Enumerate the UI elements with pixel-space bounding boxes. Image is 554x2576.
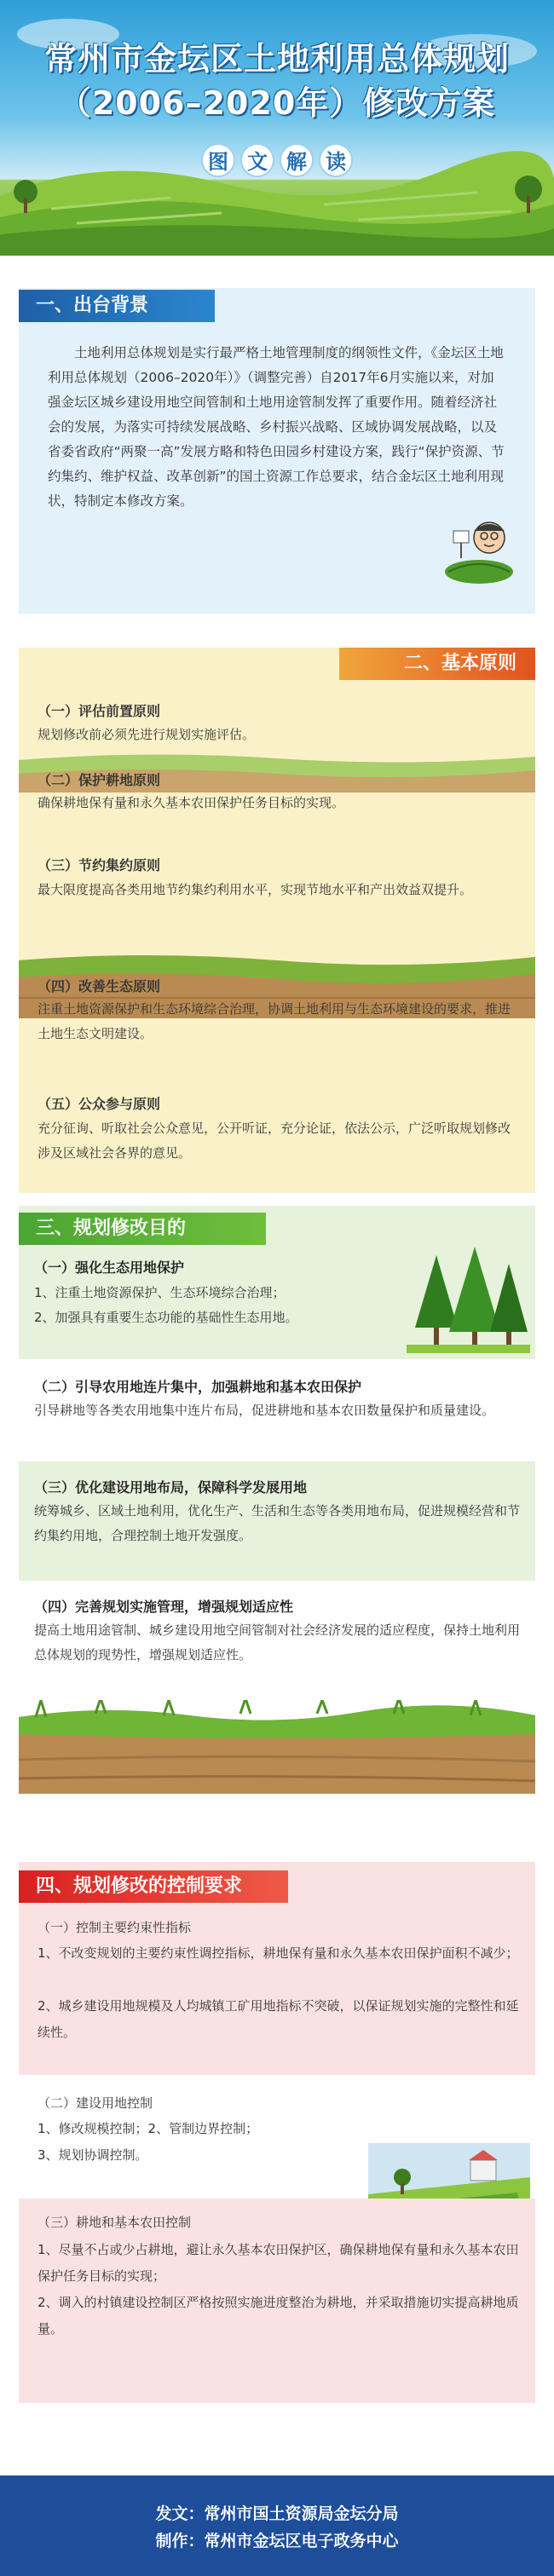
principle-title: （五）公众参与原则 — [38, 1096, 161, 1112]
purpose-line: 1、注重土地资源保护、生态环境综合治理； — [34, 1285, 286, 1300]
farmer-icon — [436, 505, 522, 591]
graphic-interpretation-badge — [192, 143, 362, 181]
section-heading-background: 一、出台背景 — [19, 290, 215, 322]
control-line: 2、城乡建设用地规模及人均城镇工矿用地指标不突破，以保证规划实施的完整性和延续性。 — [38, 1998, 519, 2040]
footer — [0, 2475, 554, 2576]
principle-title: （四）改善生态原则 — [38, 978, 161, 994]
purpose-title: （一）强化生态用地保护 — [34, 1259, 185, 1276]
purpose-title: （二）引导农用地连片集中，加强耕地和基本农田保护 — [34, 1379, 362, 1395]
control-line: 3、规划协调控制。 — [38, 2147, 148, 2163]
page-title-line2: （2006–2020年）修改方案 — [58, 84, 496, 122]
section-background — [19, 288, 535, 614]
purpose-title: （四）完善规划实施管理，增强规划适应性 — [34, 1599, 294, 1615]
section-heading-principles: 二、基本原则 — [339, 648, 535, 680]
badge-char: 解 — [280, 143, 314, 177]
principle-title: （一）评估前置原则 — [38, 703, 161, 719]
control-line: 1、修改规模控制；2、管制边界控制； — [38, 2121, 259, 2136]
section-principles — [19, 648, 535, 1193]
page-title-line1: 常州市金坛区土地利用总体规划 — [43, 40, 510, 78]
principle-title: （二）保护耕地原则 — [38, 772, 161, 788]
badge-char: 文 — [240, 143, 274, 177]
section-heading-purpose: 三、规划修改目的 — [19, 1213, 266, 1245]
section-purpose — [19, 1206, 535, 1836]
principle-text: 充分征询、听取社会公众意见，公开听证，充分论证，依法公示，广泛听取规划修改涉及区域社会各界的意见。 — [38, 1121, 511, 1161]
purpose-text: 提高土地用途管制、城乡建设用地空间管制对社会经济发展的适应程度，保持土地利用总体规划的现势性，增强规划适应性。 — [34, 1622, 521, 1663]
principle-text: 规划修改前必须先进行规划实施评估。 — [38, 727, 256, 742]
purpose-text: 引导耕地等各类农用地集中连片布局，促进耕地和基本农田数量保护和质量建设。 — [34, 1403, 495, 1418]
control-line: 1、不改变规划的主要约束性调控指标，耕地保有量和永久基本农田保护面积不减少； — [38, 1945, 519, 1961]
background-paragraph: 土地利用总体规划是实行最严格土地管理制度的纲领性文件，《金坛区土地利用总体规划（2006–2020年）》（调整完善）自2017年6月实施以来，对加强金坛区城乡建设用地空间管制和土地用途管制发挥了重要作用。随着经济社会的发展，为落实可持续发展战略、乡村振兴战略、区域协调发展战略，以及省委省政府“两聚一高”发展方略和特色田园乡村建设方案，践行“保护资源、节约集约、维护权益、改革创新”的国土资源工作总要求，结合金坛区土地利用现状，特制定本修改方案。 — [48, 345, 505, 509]
section-control-requirements — [19, 1862, 535, 2458]
principle-text: 确保耕地保有量和永久基本农田保护任务目标的实现。 — [38, 795, 345, 810]
purpose-text: 统筹城乡、区域土地利用，优化生产、生活和生态等各类用地布局，促进规模经营和节约集约用地，合理控制土地开发强度。 — [34, 1503, 521, 1543]
issuer-line: 发文：常州市国土资源局金坛分局 — [155, 2504, 399, 2523]
principle-text: 注重土地资源保护和生态环境综合治理，协调土地利用与生态环境建设的要求，推进土地生态文明建设。 — [38, 1001, 511, 1041]
producer-line: 制作：常州市金坛区电子政务中心 — [155, 2532, 399, 2550]
badge-char: 图 — [201, 143, 235, 177]
control-line: 2、调入的村镇建设控制区严格按照实施进度整治为耕地，并采取措施切实提高耕地质量。 — [38, 2295, 519, 2337]
purpose-title: （三）优化建设用地布局，保障科学发展用地 — [34, 1479, 308, 1495]
principle-title: （三）节约集约原则 — [38, 857, 161, 873]
header-banner — [0, 0, 554, 256]
grass-soil-illustration — [19, 1700, 535, 1794]
section-heading-control: 四、规划修改的控制要求 — [19, 1870, 288, 1903]
badge-char: 读 — [319, 143, 353, 177]
control-title: （一）控制主要约束性指标 — [38, 1920, 192, 1935]
control-line: 1、尽量不占或少占耕地，避让永久基本农田保护区，确保耕地保有量和永久基本农田保护任务目标的实现； — [38, 2242, 519, 2284]
control-title: （三）耕地和基本农田控制 — [38, 2215, 192, 2230]
principle-text: 最大限度提高各类用地节约集约利用水平，实现节地水平和产出效益双提升。 — [38, 882, 473, 897]
trees-illustration — [407, 1247, 530, 1353]
purpose-line: 2、加强具有重要生态功能的基础性生态用地。 — [34, 1310, 298, 1325]
control-title: （二）建设用地控制 — [38, 2095, 153, 2111]
